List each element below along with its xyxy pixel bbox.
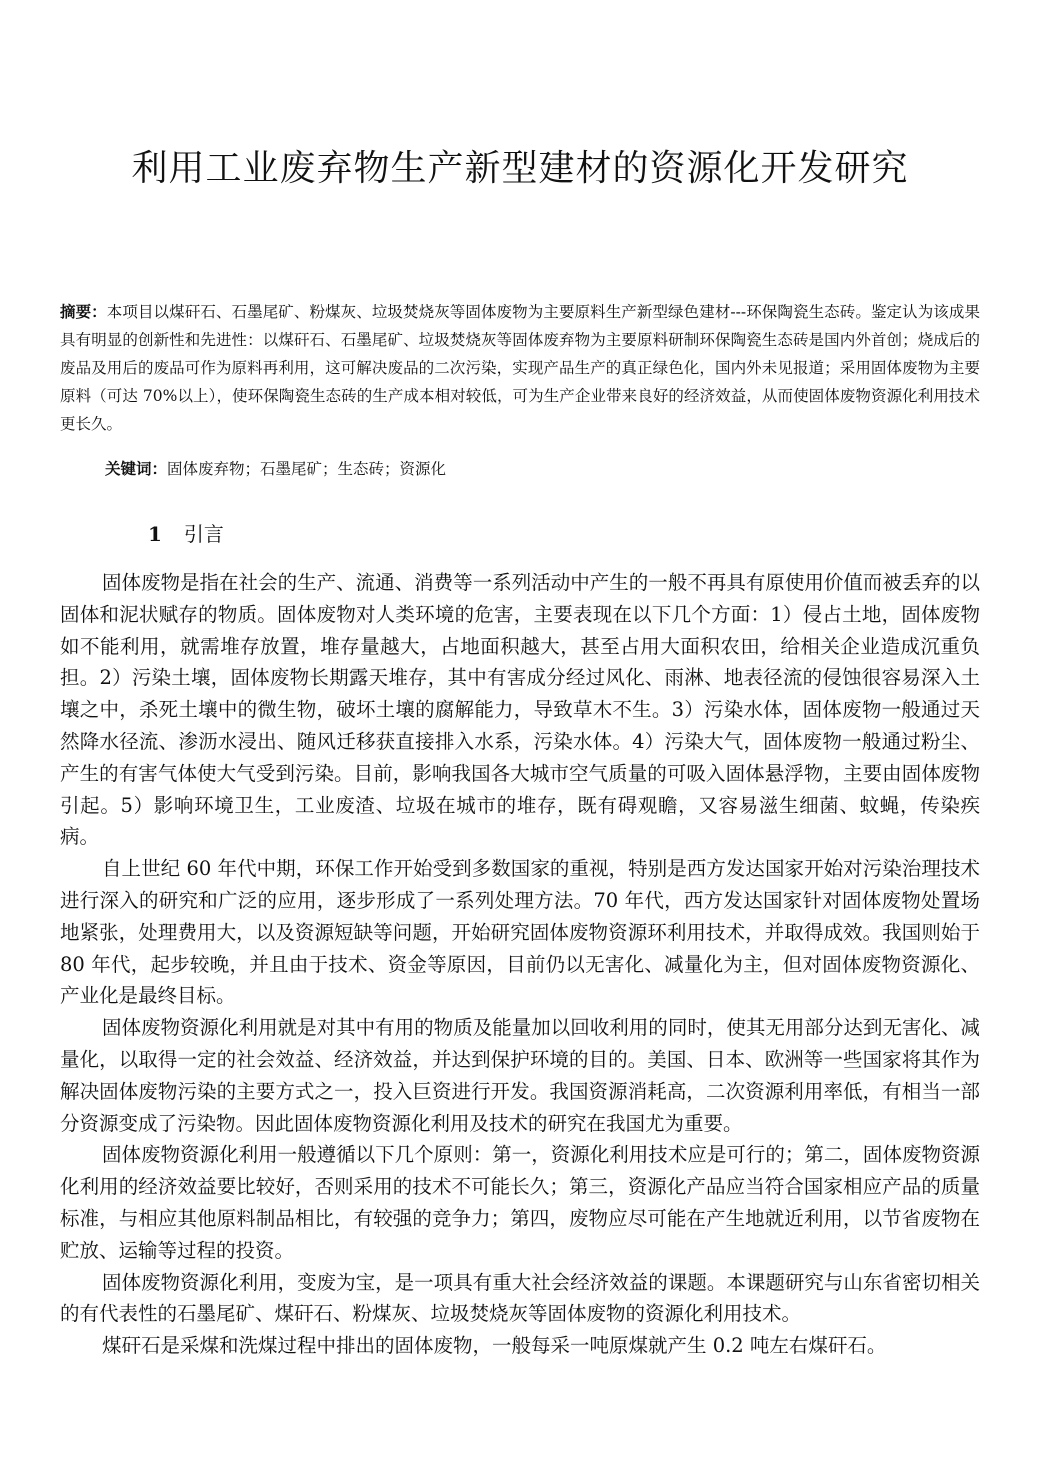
section-title: 引言 bbox=[183, 522, 224, 546]
section-heading bbox=[148, 518, 224, 550]
section-number: 1 bbox=[148, 522, 162, 546]
keywords bbox=[60, 455, 980, 483]
keywords-label: 关键词： bbox=[105, 459, 168, 478]
keywords-text: 固体废弃物；石墨尾矿；生态砖；资源化 bbox=[167, 460, 447, 478]
paragraph: 固体废物资源化利用一般遵循以下几个原则：第一，资源化利用技术应是可行的；第二，固体废物资源化利用的经济效益要比较好，否则采用的技术不可能长久；第三，资源化产品应当符合国家相应产品的质量标准，与相应其他原料制品相比，有较强的竞争力；第四，废物应尽可能在产生地就近利用，以节省废物在贮放、运输等过程的投资。 bbox=[60, 1143, 980, 1262]
paragraph: 固体废物资源化利用，变废为宝，是一项具有重大社会经济效益的课题。本课题研究与山东省密切相关的有代表性的石墨尾矿、煤矸石、粉煤灰、垃圾焚烧灰等固体废物的资源化利用技术。 bbox=[60, 1270, 980, 1326]
abstract-label: 摘要： bbox=[60, 302, 107, 321]
paragraph: 自上世纪 60 年代中期，环保工作开始受到多数国家的重视，特别是西方发达国家开始对污染治理技术进行深入的研究和广泛的应用，逐步形成了一系列处理方法。70 年代，西方发达国家针对固体废物处置场地紧张，处理费用大，以及资源短缺等问题，开始研究固体废物资源环利用技术，并取得成效。我国则始于 80 年代，起步较晚，并且由于技术、资金等原因，目前仍以无害化、减量化为主，但对固体废物资源化、产业化是最终目标。 bbox=[60, 857, 980, 1008]
paragraph: 固体废物是指在社会的生产、流通、消费等一系列活动中产生的一般不再具有原使用价值而被丢弃的以固体和泥状赋存的物质。固体废物对人类环境的危害，主要表现在以下几个方面：1）侵占土地，固体废物如不能利用，就需堆存放置，堆存量越大，占地面积越大，甚至占用大面积农田，给相关企业造成沉重负担。2）污染土壤，固体废物长期露天堆存，其中有害成分经过风化、雨淋、地表径流的侵蚀很容易深入土壤之中，杀死土壤中的微生物，破坏土壤的腐解能力，导致草木不生。3）污染水体，固体废物一般通过天然降水径流、渗沥水浸出、随风迁移获直接排入水系，污染水体。4）污染大气，固体废物一般通过粉尘、产生的有害气体使大气受到污染。目前，影响我国各大城市空气质量的可吸入固体悬浮物，主要由固体废物引起。5）影响环境卫生，工业废渣、垃圾在城市的堆存，既有碍观瞻，又容易滋生细菌、蚊蝇，传染疾病。 bbox=[60, 571, 980, 849]
abstract-text: 本项目以煤矸石、石墨尾矿、粉煤灰、垃圾焚烧灰等固体废物为主要原料生产新型绿色建材---环保陶瓷生态砖。鉴定认为该成果具有明显的创新性和先进性：以煤矸石、石墨尾矿、垃圾焚烧灰等固体废弃物为主要原料研制环保陶瓷生态砖是国内外首创；烧成后的废品及用后的废品可作为原料再利用，这可解决废品的二次污染，实现产品生产的真正绿色化，国内外未见报道；采用固体废物为主要原料（可达 70%以上），使环保陶瓷生态砖的生产成本相对较低，可为生产企业带来良好的经济效益，从而使固体废物资源化利用技术更长久。 bbox=[60, 303, 980, 433]
body-text bbox=[60, 567, 980, 1362]
paper-title: 利用工业废弃物生产新型建材的资源化开发研究 bbox=[131, 148, 909, 189]
paragraph: 煤矸石是采煤和洗煤过程中排出的固体废物，一般每采一吨原煤就产生 0.2 吨左右煤矸石。 bbox=[102, 1334, 887, 1358]
paragraph: 固体废物资源化利用就是对其中有用的物质及能量加以回收利用的同时，使其无用部分达到无害化、减量化，以取得一定的社会效益、经济效益，并达到保护环境的目的。美国、日本、欧洲等一些国家将其作为解决固体废物污染的主要方式之一，投入巨资进行开发。我国资源消耗高，二次资源利用率低，有相当一部分资源变成了污染物。因此固体废物资源化利用及技术的研究在我国尤为重要。 bbox=[60, 1016, 980, 1135]
abstract bbox=[60, 298, 980, 438]
